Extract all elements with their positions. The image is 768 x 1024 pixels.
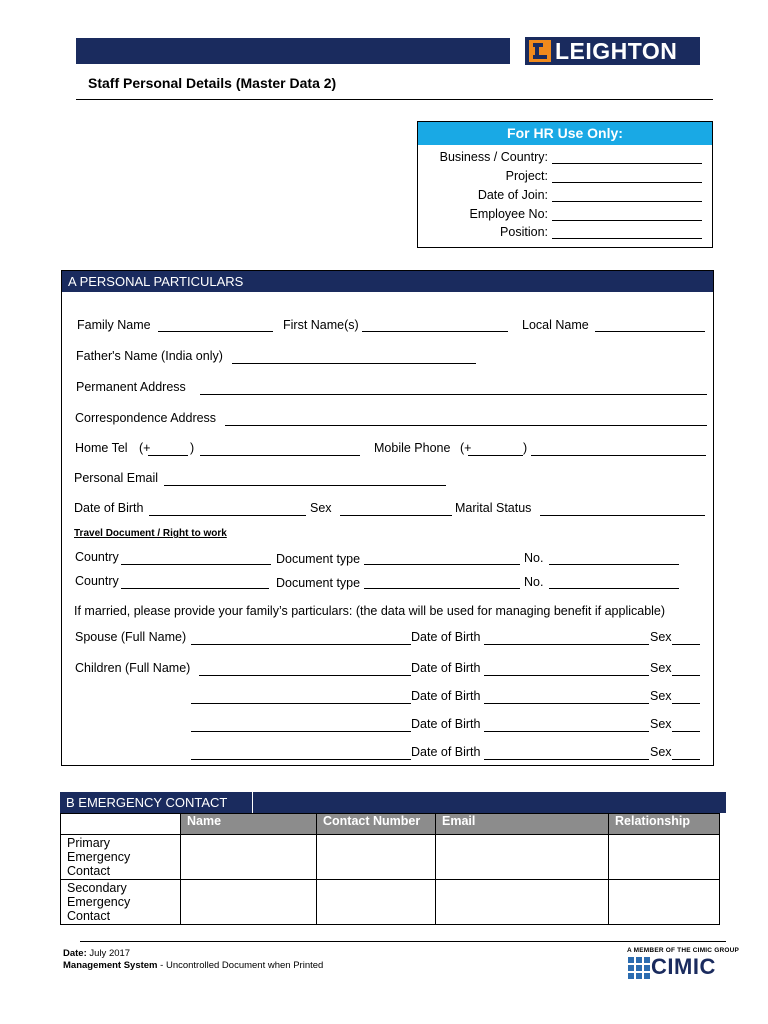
sex-field[interactable] bbox=[340, 515, 452, 516]
correspondence-address-field[interactable] bbox=[225, 425, 707, 426]
hr-use-only-box bbox=[417, 121, 713, 248]
family-name-field[interactable] bbox=[158, 331, 273, 332]
hr-field-project[interactable] bbox=[418, 169, 712, 187]
personal-email-label: Personal Email bbox=[74, 471, 159, 485]
marital-status-label: Marital Status bbox=[455, 501, 532, 515]
emergency-contact-heading-bar bbox=[60, 792, 726, 813]
doc-no-label: No. bbox=[524, 551, 544, 565]
column-header-contact-number: Contact Number bbox=[317, 814, 436, 835]
hr-field-business-country[interactable] bbox=[418, 150, 712, 168]
row-label-line: Primary bbox=[67, 836, 111, 850]
leighton-mark-icon bbox=[529, 40, 551, 62]
family-particulars-note: If married, please provide your family’s particulars: (the data will be used for managing benefit if applicable) bbox=[74, 604, 666, 618]
cimic-mark-icon bbox=[628, 957, 650, 979]
family-name-label: Family Name bbox=[77, 318, 151, 332]
mobile-prefix: (+ bbox=[460, 441, 472, 455]
hr-field-label: Employee No: bbox=[469, 207, 548, 221]
travel-document-heading: Travel Document / Right to work bbox=[74, 528, 227, 539]
footer-divider bbox=[80, 941, 726, 942]
sex-label: Sex bbox=[310, 501, 332, 515]
row-label-primary bbox=[61, 835, 181, 880]
primary-contact-number-cell[interactable] bbox=[317, 835, 436, 880]
footer-date-label: Date: bbox=[63, 948, 87, 959]
primary-relationship-cell[interactable] bbox=[609, 835, 720, 880]
footer-system bbox=[63, 960, 323, 971]
spouse-dob-field[interactable] bbox=[484, 644, 649, 645]
child-2-dob-field[interactable] bbox=[484, 703, 649, 704]
footer-date bbox=[63, 948, 130, 959]
mobile-country-code-field[interactable] bbox=[468, 455, 523, 456]
column-header-email: Email bbox=[436, 814, 609, 835]
mobile-phone-label: Mobile Phone bbox=[374, 441, 451, 455]
footer-system-label: Management System bbox=[63, 960, 158, 971]
permanent-address-field[interactable] bbox=[200, 394, 707, 395]
secondary-name-cell[interactable] bbox=[181, 880, 317, 925]
personal-particulars-section bbox=[61, 270, 714, 766]
spouse-name-field[interactable] bbox=[191, 644, 411, 645]
column-header-relationship: Relationship bbox=[609, 814, 720, 835]
personal-email-field[interactable] bbox=[164, 485, 446, 486]
child-3-dob-field[interactable] bbox=[484, 731, 649, 732]
spouse-sex-field[interactable] bbox=[672, 644, 700, 645]
marital-status-field[interactable] bbox=[540, 515, 705, 516]
table-row bbox=[61, 880, 720, 925]
footer-date-value: July 2017 bbox=[89, 948, 131, 959]
doc-no-field-1[interactable] bbox=[549, 564, 679, 565]
child-2-sex-field[interactable] bbox=[672, 703, 700, 704]
emergency-contact-table bbox=[60, 813, 720, 925]
fathers-name-label: Father's Name (India only) bbox=[76, 349, 223, 363]
hr-field-line bbox=[552, 163, 702, 164]
date-of-birth-field[interactable] bbox=[149, 515, 306, 516]
local-name-field[interactable] bbox=[595, 331, 705, 332]
home-tel-paren: ) bbox=[190, 441, 195, 455]
child-3-sex-field[interactable] bbox=[672, 731, 700, 732]
row-label-secondary bbox=[61, 880, 181, 925]
hr-field-line bbox=[552, 201, 702, 202]
section-b-heading bbox=[60, 792, 252, 813]
hr-field-label: Position: bbox=[500, 225, 548, 239]
secondary-email-cell[interactable] bbox=[436, 880, 609, 925]
section-a-heading-text: A PERSONAL PARTICULARS bbox=[68, 274, 244, 289]
section-a-heading bbox=[62, 271, 713, 292]
hr-field-line bbox=[552, 220, 702, 221]
child-2-dob-label: Date of Birth bbox=[411, 689, 481, 703]
hr-field-label: Project: bbox=[505, 169, 548, 183]
page-title: Staff Personal Details (Master Data 2) bbox=[88, 75, 337, 91]
section-b-heading-text: B EMERGENCY CONTACT bbox=[66, 795, 228, 810]
hr-field-label: Business / Country: bbox=[439, 150, 548, 164]
child-1-dob-field[interactable] bbox=[484, 675, 649, 676]
child-1-dob-label: Date of Birth bbox=[411, 661, 481, 675]
hr-field-employee-no[interactable] bbox=[418, 207, 712, 225]
header-bar bbox=[76, 38, 510, 64]
hr-field-line bbox=[552, 238, 702, 239]
date-of-birth-label: Date of Birth bbox=[74, 501, 144, 515]
spouse-dob-label: Date of Birth bbox=[411, 630, 481, 644]
row-label-line: Emergency bbox=[67, 850, 131, 864]
title-divider bbox=[76, 99, 713, 100]
spouse-label: Spouse (Full Name) bbox=[75, 630, 187, 644]
mobile-number-field[interactable] bbox=[531, 455, 706, 456]
cimic-name: CIMIC bbox=[651, 954, 716, 979]
section-b-heading-fill bbox=[253, 792, 726, 813]
child-4-dob-field[interactable] bbox=[484, 759, 649, 760]
column-header-name: Name bbox=[181, 814, 317, 835]
hr-field-position[interactable] bbox=[418, 225, 712, 243]
child-1-sex-field[interactable] bbox=[672, 675, 700, 676]
first-names-label: First Name(s) bbox=[283, 318, 359, 332]
child-3-dob-label: Date of Birth bbox=[411, 717, 481, 731]
row-label-line: Emergency bbox=[67, 895, 131, 909]
document-type-field-1[interactable] bbox=[364, 564, 520, 565]
footer-system-note: - Uncontrolled Document when Printed bbox=[160, 960, 324, 971]
table-corner-cell bbox=[61, 814, 181, 835]
doc-no-field-2[interactable] bbox=[549, 588, 679, 589]
country-field-2[interactable] bbox=[121, 588, 269, 589]
doc-no-label: No. bbox=[524, 575, 544, 589]
child-4-dob-label: Date of Birth bbox=[411, 745, 481, 759]
table-header-row bbox=[61, 814, 720, 835]
correspondence-address-label: Correspondence Address bbox=[75, 411, 217, 425]
child-4-sex-field[interactable] bbox=[672, 759, 700, 760]
country-field-1[interactable] bbox=[121, 564, 271, 565]
cimic-logo bbox=[628, 955, 732, 981]
hr-field-label: Date of Join: bbox=[477, 188, 548, 202]
secondary-contact-number-cell[interactable] bbox=[317, 880, 436, 925]
child-4-name-field[interactable] bbox=[191, 759, 411, 760]
child-3-sex-label: Sex bbox=[650, 717, 672, 731]
child-1-sex-label: Sex bbox=[650, 661, 672, 675]
cimic-member-text: A MEMBER OF THE CIMIC GROUP bbox=[627, 947, 740, 954]
home-tel-label: Home Tel bbox=[75, 441, 128, 455]
fathers-name-field[interactable] bbox=[232, 363, 476, 364]
document-type-label: Document type bbox=[276, 552, 361, 566]
child-4-sex-label: Sex bbox=[650, 745, 672, 759]
logo-text: LEIGHTON bbox=[555, 38, 678, 64]
child-2-sex-label: Sex bbox=[650, 689, 672, 703]
primary-name-cell[interactable] bbox=[181, 835, 317, 880]
primary-email-cell[interactable] bbox=[436, 835, 609, 880]
child-1-name-field[interactable] bbox=[199, 675, 411, 676]
hr-field-line bbox=[552, 182, 702, 183]
child-3-name-field[interactable] bbox=[191, 731, 411, 732]
child-2-name-field[interactable] bbox=[191, 703, 411, 704]
children-label: Children (Full Name) bbox=[75, 661, 191, 675]
leighton-logo bbox=[525, 37, 700, 65]
home-tel-country-code-field[interactable] bbox=[148, 455, 188, 456]
document-type-field-2[interactable] bbox=[364, 588, 520, 589]
row-label-line: Contact bbox=[67, 909, 111, 923]
row-label-line: Contact bbox=[67, 864, 111, 878]
home-tel-prefix: (+ bbox=[139, 441, 151, 455]
hr-field-date-of-join[interactable] bbox=[418, 188, 712, 206]
local-name-label: Local Name bbox=[522, 318, 589, 332]
secondary-relationship-cell[interactable] bbox=[609, 880, 720, 925]
document-type-label: Document type bbox=[276, 576, 361, 590]
hr-box-heading: For HR Use Only: bbox=[418, 122, 712, 145]
spouse-sex-label: Sex bbox=[650, 630, 672, 644]
table-row bbox=[61, 835, 720, 880]
country-label: Country bbox=[75, 574, 119, 588]
permanent-address-label: Permanent Address bbox=[76, 380, 186, 394]
row-label-line: Secondary bbox=[67, 881, 127, 895]
country-label: Country bbox=[75, 550, 119, 564]
first-names-field[interactable] bbox=[362, 331, 508, 332]
home-tel-number-field[interactable] bbox=[200, 455, 360, 456]
mobile-paren: ) bbox=[523, 441, 528, 455]
